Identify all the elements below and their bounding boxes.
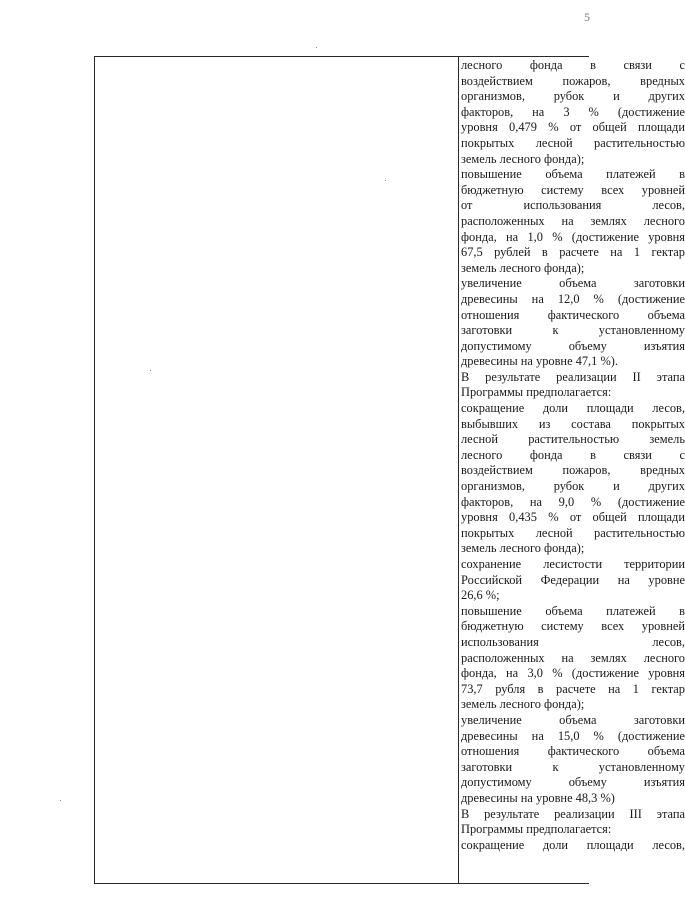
text-line: факторов, на 3 % (достижение bbox=[461, 104, 685, 119]
text-line: 73,7 рубля в расчете на 1 гектар bbox=[461, 681, 685, 696]
text-line: увеличение объема заготовки bbox=[461, 276, 685, 291]
text-line: заготовки к установленному bbox=[461, 323, 685, 338]
text-line: В результате реализации III этапа bbox=[461, 806, 685, 821]
scan-speck bbox=[316, 47, 317, 48]
text-line: от использования лесов, bbox=[461, 198, 685, 213]
text-line: сокращение доли площади лесов, bbox=[461, 837, 685, 852]
text-line: допустимому объему изъятия bbox=[461, 775, 685, 790]
text-line: повышение объема платежей в bbox=[461, 603, 685, 618]
text-line: бюджетную систему всех уровней bbox=[461, 619, 685, 634]
table-right-column bbox=[461, 58, 685, 853]
text-line: воздействием пожаров, вредных bbox=[461, 73, 685, 88]
text-line: земель лесного фонда); bbox=[461, 260, 585, 275]
text-line: древесины на 15,0 % (достижение bbox=[461, 728, 685, 743]
text-line: заготовки к установленному bbox=[461, 759, 685, 774]
text-line: земель лесного фонда); bbox=[461, 541, 585, 556]
text-line: древесины на 12,0 % (достижение bbox=[461, 291, 685, 306]
text-line: увеличение объема заготовки bbox=[461, 712, 685, 727]
text-line: выбывших из состава покрытых bbox=[461, 416, 685, 431]
column-divider bbox=[458, 57, 459, 883]
text-line: сокращение доли площади лесов, bbox=[461, 401, 685, 416]
text-line: уровня 0,479 % от общей площади bbox=[461, 120, 685, 135]
text-line: древесины на уровне 47,1 %). bbox=[461, 354, 618, 369]
text-line: 26,6 %; bbox=[461, 588, 500, 603]
text-line: воздействием пожаров, вредных bbox=[461, 463, 685, 478]
text-line: повышение объема платежей в bbox=[461, 167, 685, 182]
scan-speck bbox=[60, 800, 61, 801]
text-line: Программы предполагается: bbox=[461, 385, 612, 400]
text-line: расположенных на землях лесного bbox=[461, 213, 685, 228]
text-line: земель лесного фонда); bbox=[461, 151, 585, 166]
text-line: использования лесов, bbox=[461, 634, 685, 649]
text-line: отношения фактического объема bbox=[461, 307, 685, 322]
text-line: факторов, на 9,0 % (достижение bbox=[461, 494, 685, 509]
text-line: уровня 0,435 % от общей площади bbox=[461, 510, 685, 525]
text-line: организмов, рубок и других bbox=[461, 89, 685, 104]
text-line: древесины на уровне 48,3 %) bbox=[461, 790, 615, 805]
text-line: организмов, рубок и других bbox=[461, 479, 685, 494]
text-line: 67,5 рублей в расчете на 1 гектар bbox=[461, 245, 685, 260]
text-line: бюджетную систему всех уровней bbox=[461, 182, 685, 197]
text-line: лесного фонда в связи с bbox=[461, 58, 685, 72]
text-line: допустимому объему изъятия bbox=[461, 338, 685, 353]
text-line: лесного фонда в связи с bbox=[461, 447, 685, 462]
text-line: расположенных на землях лесного bbox=[461, 650, 685, 665]
text-line: Российской Федерации на уровне bbox=[461, 572, 685, 587]
text-line: покрытых лесной растительностью bbox=[461, 135, 685, 150]
text-line: фонда, на 1,0 % (достижение уровня bbox=[461, 229, 685, 244]
scan-speck bbox=[385, 180, 386, 181]
page-number: 5 bbox=[584, 10, 590, 24]
text-line: сохранение лесистости территории bbox=[461, 557, 685, 571]
text-line: покрытых лесной растительностью bbox=[461, 525, 685, 540]
text-line: Программы предполагается: bbox=[461, 822, 612, 837]
document-table bbox=[94, 56, 685, 884]
scan-speck bbox=[150, 370, 151, 371]
text-line: лесной растительностью земель bbox=[461, 432, 685, 447]
text-line: В результате реализации II этапа bbox=[461, 369, 685, 384]
text-line: отношения фактического объема bbox=[461, 744, 685, 759]
text-line: земель лесного фонда); bbox=[461, 697, 585, 712]
text-line: фонда, на 3,0 % (достижение уровня bbox=[461, 666, 685, 681]
